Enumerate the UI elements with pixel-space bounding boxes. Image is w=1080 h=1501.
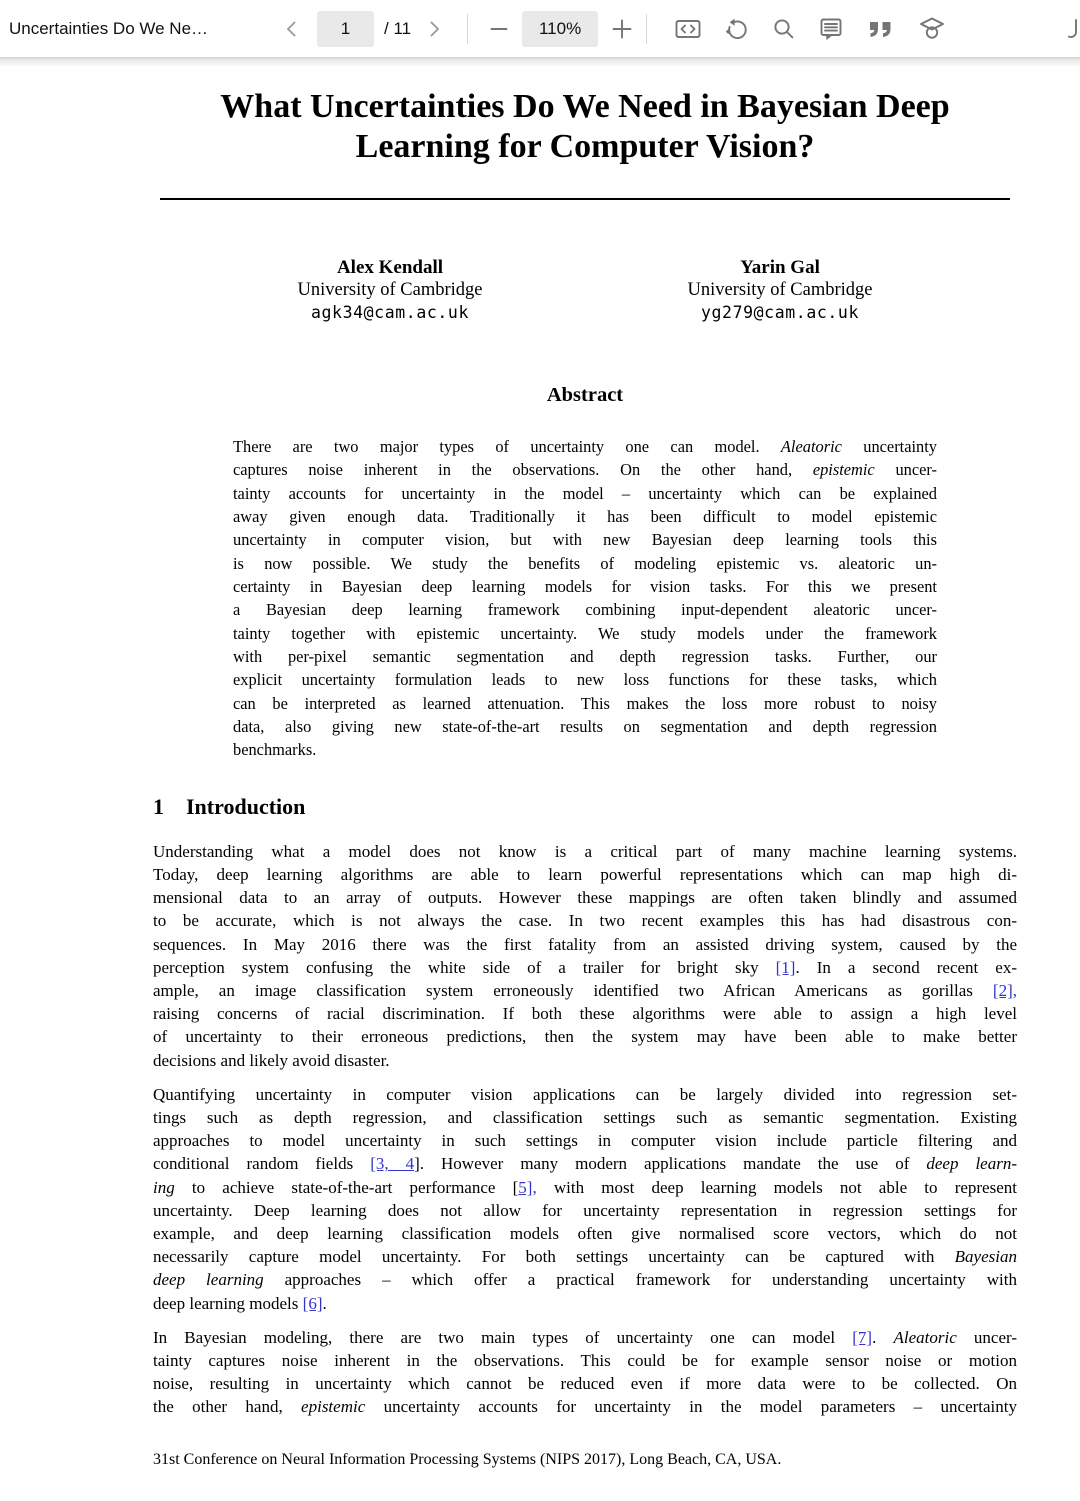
text-line: ing to achieve state-of-the-art performance [5], with most deep learning models not able to represent: [153, 1177, 1017, 1197]
text-line: certainty in Bayesian deep learning models for vision tasks. For this we present: [233, 577, 937, 597]
quotes-icon: [866, 17, 896, 41]
text-line: conditional random fields [3, 4]. However many modern applications mandate the use of deep learn-: [153, 1154, 1017, 1174]
author-2: [665, 256, 895, 324]
note-icon: [818, 16, 844, 42]
text-line: approaches to model uncertainty in such settings in computer vision include particle filtering and: [153, 1131, 1017, 1151]
text-line: can be interpreted as learned attenuation. This makes the loss more robust to noisy: [233, 693, 937, 713]
text-line: necessarily capture model uncertainty. For both settings uncertainty can be captured with Bayesian: [153, 1247, 1017, 1267]
author-block: [153, 256, 1017, 324]
text-line: to be accurate, which is not always the case. In two recent examples this has had disastrous con-: [153, 911, 1017, 931]
citations-button[interactable]: [866, 17, 896, 41]
paper-title-line1: What Uncertainties Do We Need in Bayesian Deep: [220, 88, 950, 125]
minus-icon: [488, 18, 510, 40]
text-line: decisions and likely avoid disaster.: [153, 1050, 390, 1070]
pdf-viewer-toolbar: [0, 0, 1080, 57]
paragraph-1: [153, 840, 1017, 1072]
text-line: tainty accounts for uncertainty in the model – uncertainty which can be explained: [233, 483, 937, 503]
pdf-page: [153, 87, 1017, 1469]
citation-link[interactable]: [1]: [775, 957, 796, 977]
text-line: with per-pixel semantic segmentation and depth regression tasks. Further, our: [233, 647, 937, 667]
citation-link[interactable]: [7]: [852, 1327, 873, 1347]
page-count-label: / 11: [384, 18, 412, 38]
text-line: tings such as depth regression, and classification settings such as semantic segmentation. Existing: [153, 1108, 1017, 1128]
paper-title: [153, 87, 1017, 167]
text-line: benchmarks.: [233, 740, 317, 760]
previous-page-button[interactable]: [281, 18, 303, 40]
section-number: 1: [153, 793, 164, 819]
toolbar-tools: [663, 15, 957, 43]
text-line: captures noise inherent in the observations. On the other hand, epistemic uncer-: [233, 460, 937, 480]
toolbar-divider: [646, 14, 647, 44]
text-line: uncertainty. Deep learning does not allow for uncertainty representation in regression settings for: [153, 1200, 1017, 1220]
paper-title-line2: Learning for Computer Vision?: [355, 128, 815, 165]
author-affiliation: University of Cambridge: [297, 280, 483, 300]
text-line: deep learning models [6].: [153, 1293, 327, 1313]
text-line: Quantifying uncertainty in computer vision applications can be largely divided into regression set-: [153, 1084, 1017, 1104]
toolbar-divider: [467, 14, 468, 44]
text-line: a Bayesian deep learning framework combining input-dependent aleatoric uncer-: [233, 600, 937, 620]
citation-link[interactable]: 5],: [518, 1177, 537, 1197]
text-line: tainty together with epistemic uncertainty. We study models under the framework: [233, 623, 937, 643]
text-line: mensional data to an array of outputs. However these mappings are often taken blindly and assumed: [153, 888, 1017, 908]
chevron-right-icon: [423, 18, 445, 40]
text-line: away given enough data. Traditionally it has been difficult to model epistemic: [233, 507, 937, 527]
author-email: agk34@cam.ac.uk: [310, 303, 469, 322]
text-line: In Bayesian modeling, there are two main types of uncertainty one can model [7]. Aleatoric uncer-: [153, 1327, 1017, 1347]
text-line: explicit uncertainty formulation leads to new loss functions for these tasks, which: [233, 670, 937, 690]
paragraph-2: [153, 1083, 1017, 1315]
title-rule: [160, 198, 1010, 200]
page-number-input[interactable]: 1: [317, 11, 374, 47]
text-line: ample, an image classification system erroneously identified two African Americans as gorillas [2],: [153, 981, 1017, 1001]
author-name: Yarin Gal: [740, 257, 820, 278]
citation-link[interactable]: [3, 4: [370, 1154, 415, 1174]
rotate-button[interactable]: [724, 16, 750, 42]
citation-link[interactable]: [6]: [302, 1293, 323, 1313]
text-line: tainty captures noise inherent in the observations. This could be for example sensor noise or motion: [153, 1351, 1017, 1371]
author-1: [275, 256, 505, 324]
zoom-out-button[interactable]: [488, 18, 510, 40]
text-line: the other hand, epistemic uncertainty accounts for uncertainty in the model parameters – uncertainty: [153, 1397, 1017, 1417]
author-name: Alex Kendall: [336, 257, 444, 278]
text-line: sequences. In May 2016 there was the first fatality from an assisted driving system, caused by the: [153, 934, 1017, 954]
text-line: perception system confusing the white side of a trailer for bright sky [1]. In a second recent ex-: [153, 957, 1017, 977]
fit-width-icon: [674, 17, 702, 41]
author-email: yg279@cam.ac.uk: [700, 303, 859, 322]
text-line: noise, resulting in uncertainty which cannot be reduced even if more data were to be collected. On: [153, 1374, 1017, 1394]
text-line: There are two major types of uncertainty one can model. Aleatoric uncertainty: [233, 437, 937, 456]
text-line: Understanding what a model does not know is a critical part of many machine learning systems.: [153, 841, 1017, 861]
abstract-heading: Abstract: [546, 384, 624, 406]
zoom-level-value[interactable]: 110%: [522, 11, 598, 47]
paragraph-3: [153, 1326, 1017, 1419]
plus-icon: [610, 17, 634, 41]
toolbar-shadow: [0, 57, 1080, 66]
text-line: Today, deep learning algorithms are able to learn powerful representations which can map high di-: [153, 865, 1017, 885]
section-title: Introduction: [186, 793, 306, 819]
rotate-icon: [724, 16, 750, 42]
conference-footnote: 31st Conference on Neural Information Processing Systems (NIPS 2017), Long Beach, CA, USA.: [153, 1450, 782, 1468]
next-page-button[interactable]: [423, 18, 445, 40]
document-title: Uncertainties Do We Ne…: [9, 18, 209, 38]
text-line: example, and deep learning classification models often give normalised score vectors, which do not: [153, 1224, 1017, 1244]
text-line: data, also giving new state-of-the-art results on segmentation and depth regression: [233, 717, 937, 737]
abstract-text: [233, 435, 937, 762]
section-heading: [153, 794, 1017, 820]
fit-width-button[interactable]: [674, 17, 702, 41]
zoom-controls: [488, 11, 634, 47]
clipped-toolbar-icon[interactable]: [1068, 12, 1080, 46]
text-line: deep learning approaches – which offer a practical framework for understanding uncertainty with: [153, 1270, 1017, 1290]
zoom-in-button[interactable]: [610, 17, 634, 41]
text-line: uncertainty in computer vision, but with new Bayesian deep learning tools this: [233, 530, 937, 550]
author-affiliation: University of Cambridge: [687, 280, 873, 300]
text-line: is now possible. We study the benefits of modeling epistemic vs. aleatoric un-: [233, 553, 937, 573]
scholar-button[interactable]: [918, 15, 946, 43]
text-line: raising concerns of racial discrimination. If both these algorithms were able to assign a high level: [153, 1004, 1017, 1024]
annotations-button[interactable]: [818, 16, 844, 42]
search-icon: [772, 17, 796, 41]
search-button[interactable]: [772, 17, 796, 41]
citation-link[interactable]: [2],: [992, 981, 1017, 1001]
graduation-cap-icon: [918, 15, 946, 43]
chevron-left-icon: [281, 18, 303, 40]
text-line: of uncertainty to their erroneous predictions, then the system may have been able to make better: [153, 1027, 1017, 1047]
partial-icon: [1068, 12, 1080, 46]
page-navigation: [281, 11, 445, 47]
